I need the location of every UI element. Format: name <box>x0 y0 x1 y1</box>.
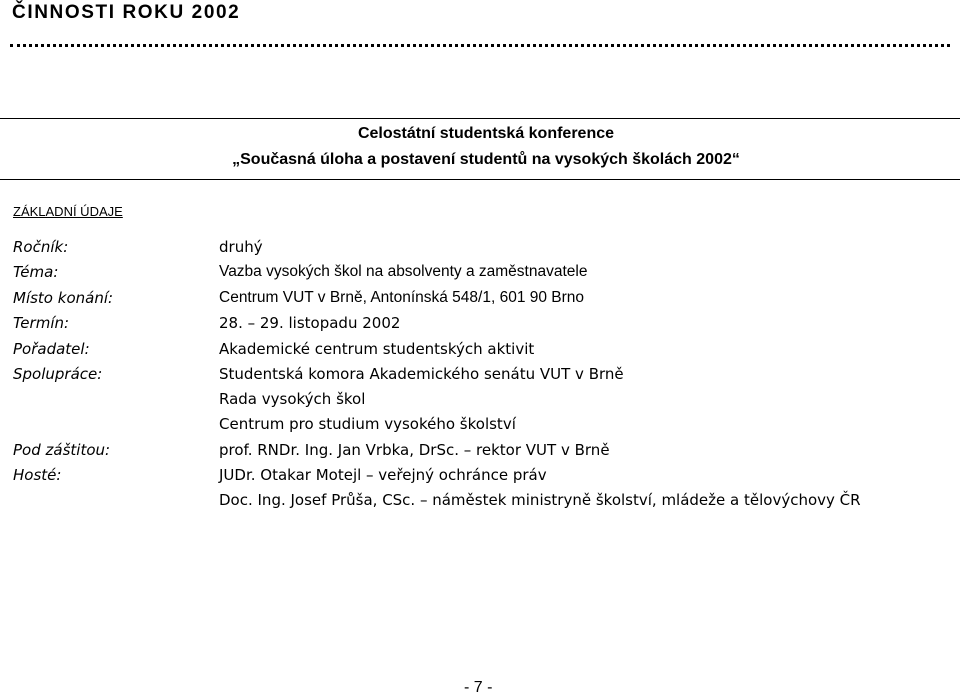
value-hoste-2: Doc. Ing. Josef Průša, CSc. – náměstek ministryně školství, mládeže a tělovýchovy ČR <box>219 491 861 509</box>
value-poradatel: Akademické centrum studentských aktivit <box>219 340 535 358</box>
label-poradatel: Pořadatel: <box>13 340 90 358</box>
value-tema: Vazba vysokých škol na absolventy a zaměstnavatele <box>219 263 588 280</box>
page-title: ČINNOSTI ROKU 2002 <box>12 2 241 23</box>
conference-title: Celostátní studentská konference <box>357 125 615 142</box>
value-spoluprace-2: Rada vysokých škol <box>219 390 366 408</box>
value-zastita: prof. RNDr. Ing. Jan Vrbka, DrSc. – rektor VUT v Brně <box>219 441 610 459</box>
label-zastita: Pod záštitou: <box>13 441 111 459</box>
section-label-basic-info: ZÁKLADNÍ ÚDAJE <box>13 204 123 219</box>
label-hoste: Hosté: <box>13 466 62 484</box>
value-spoluprace-3: Centrum pro studium vysokého školství <box>219 415 516 433</box>
value-misto: Centrum VUT v Brně, Antonínská 548/1, 601 90 Brno <box>219 289 585 306</box>
page-number: - 7 - <box>464 679 493 696</box>
label-rocnik: Ročník: <box>13 238 69 256</box>
value-hoste-1: JUDr. Otakar Motejl – veřejný ochránce práv <box>219 466 547 484</box>
label-termin: Termín: <box>13 314 70 332</box>
value-spoluprace-1: Studentská komora Akademického senátu VUT v Brně <box>219 365 624 383</box>
value-rocnik: druhý <box>219 238 263 256</box>
label-misto: Místo konání: <box>13 289 114 307</box>
label-spoluprace: Spolupráce: <box>13 365 103 383</box>
label-tema: Téma: <box>13 263 59 281</box>
dotted-divider <box>10 44 950 47</box>
value-termin: 28. – 29. listopadu 2002 <box>219 314 401 332</box>
conference-subtitle: „Současná úloha a postavení studentů na vysokých školách 2002“ <box>232 151 740 168</box>
conference-title-box <box>0 118 960 180</box>
